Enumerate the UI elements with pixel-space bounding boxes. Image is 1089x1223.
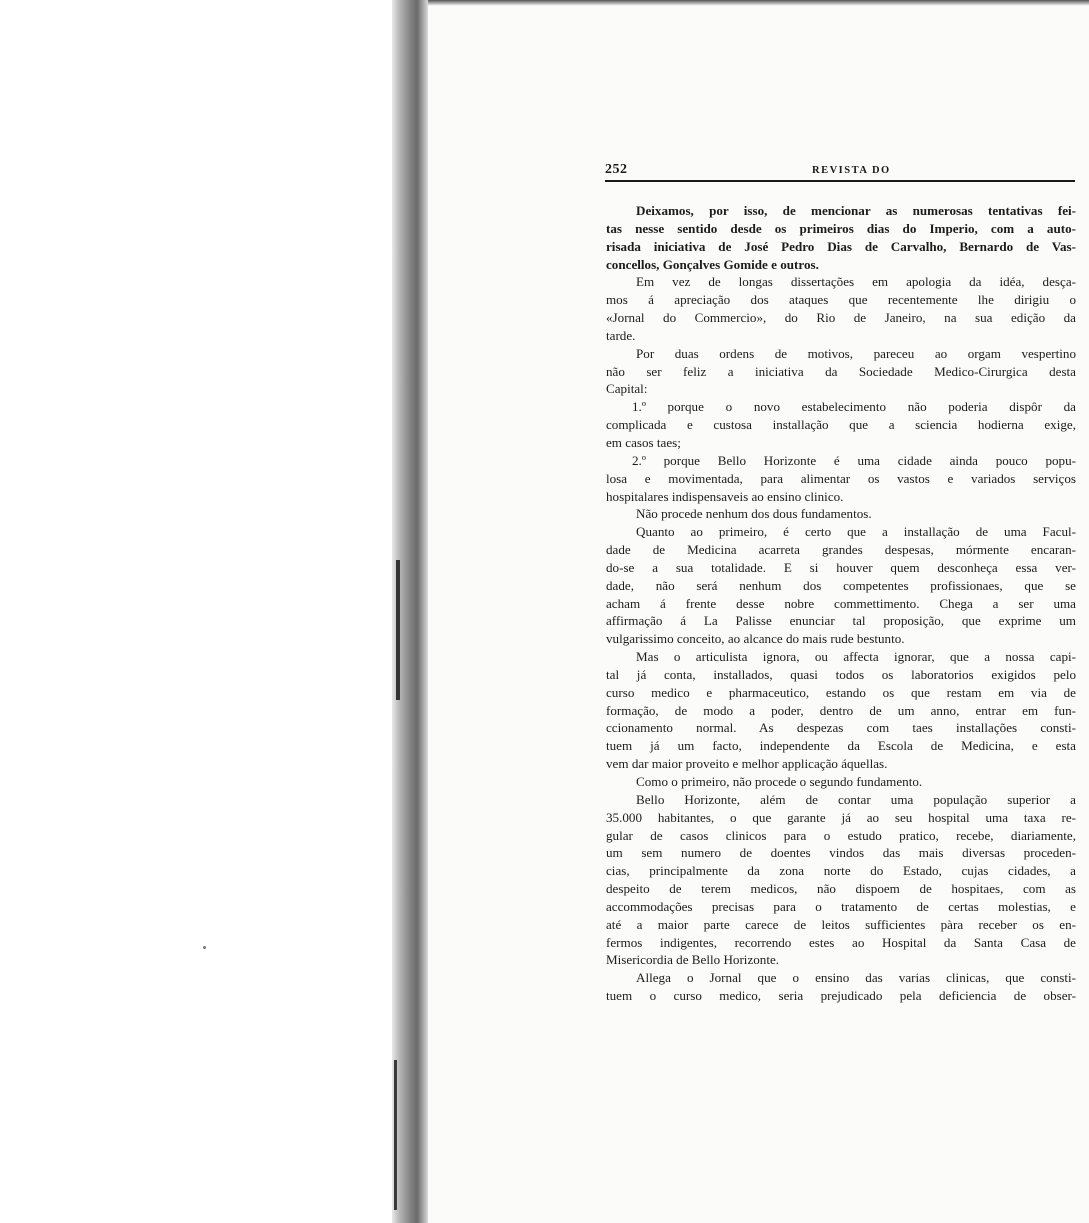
text-line: despeito de terem medicos, não dispoem de hospitaes, com as	[606, 881, 1076, 897]
text-line: tarde.	[606, 327, 636, 343]
text-line: acham á frente desse nobre commettimento. Chega a ser uma	[606, 595, 1076, 611]
page-number: 252	[605, 162, 628, 177]
text-line: Deixamos, por isso, de mencionar as numerosas tentativas fei-	[636, 203, 1076, 218]
text-line: hospitalares indispensaveis ao ensino clinico.	[606, 488, 844, 504]
text-line: dade, não será nenhum dos competentes profissionaes, que se	[606, 577, 1076, 593]
text-line: Em vez de longas dissertações em apologia da idéa, desça-	[636, 274, 1076, 290]
text-line: 35.000 habitantes, o que garante já ao seu hospital uma taxa re-	[606, 809, 1076, 825]
left-blank-page	[0, 0, 392, 1223]
text-line: concellos, Gonçalves Gomide e outros.	[606, 256, 819, 272]
text-line: gular de casos clinicos para o estudo pratico, recebe, diariamente,	[606, 827, 1076, 843]
text-line: vulgarissimo conceito, ao alcance do mais rude bestunto.	[606, 631, 905, 647]
paper-speck	[203, 946, 206, 949]
text-line: Misericordia de Bello Horizonte.	[606, 952, 780, 968]
text-line: affirmação á La Palisse enunciar tal proposição, que exprime um	[606, 613, 1076, 629]
text-line: losa e movimentada, para alimentar os vastos e variados serviços	[606, 470, 1076, 486]
text-line: complicada e custosa installação que a sciencia hodierna exige,	[606, 417, 1076, 433]
text-line: tuem já um facto, independente da Escola de Medicina, e esta	[606, 738, 1076, 754]
body-text	[606, 202, 1076, 1005]
text-line: tas nesse sentido desde os primeiros dias do Imperio, com a auto-	[606, 220, 1076, 236]
text-line: Allega o Jornal que o ensino das varias clinicas, que consti-	[636, 970, 1076, 986]
text-line: accommodações precisas para o tratamento de certas molestias, e	[606, 898, 1076, 914]
text-line: do-se a sua totalidade. E si houver quem desconheça essa ver-	[606, 559, 1076, 575]
header-rule	[605, 180, 1075, 182]
text-line: formação, de modo a poder, dentro de um anno, entrar em fun-	[606, 702, 1076, 718]
text-line: tal já conta, installados, quasi todos os laboratorios exigidos pelo	[606, 666, 1076, 682]
text-line: Capital:	[606, 381, 648, 397]
text-line: curso medico e pharmaceutico, estando os que restam em via de	[606, 684, 1076, 700]
spine-shadow-mark-lower	[394, 1060, 397, 1210]
text-line: Por duas ordens de motivos, pareceu ao orgam vespertino	[636, 345, 1076, 361]
text-line: não ser feliz a iniciativa da Sociedade Medico-Cirurgica desta	[606, 363, 1076, 379]
text-line: em casos taes;	[606, 434, 681, 450]
text-line: dade de Medicina acarreta grandes despesas, mórmente encaran-	[606, 542, 1076, 558]
text-line: um sem numero de doentes vindos das mais diversas proceden-	[606, 845, 1076, 861]
text-line: vem dar maior proveito e melhor applicação áquellas.	[606, 756, 888, 772]
text-line: até a maior parte carece de leitos sufficientes pàra receber os en-	[606, 916, 1076, 932]
spine-shadow-mark	[396, 560, 400, 700]
text-line: tuem o curso medico, seria prejudicado pela deficiencia de obser-	[606, 988, 1076, 1004]
page-header	[605, 158, 1075, 184]
text-line: Não procede nenhum dos dous fundamentos.	[636, 506, 872, 522]
text-line: 1.º porque o novo estabelecimento não poderia dispôr da	[632, 399, 1076, 415]
text-line: 2.º porque Bello Horizonte é uma cidade ainda pouco popu-	[632, 452, 1076, 468]
text-line: «Jornal do Commercio», do Rio de Janeiro, na sua edição da	[606, 310, 1076, 326]
text-line: Quanto ao primeiro, é certo que a installação de uma Facul-	[636, 524, 1076, 540]
text-line: Como o primeiro, não procede o segundo fundamento.	[636, 774, 923, 789]
text-line: Mas o articulista ignora, ou affecta ignorar, que a nossa capi-	[636, 649, 1076, 665]
text-line: fermos indigentes, recorrendo estes ao Hospital da Santa Casa de	[606, 934, 1076, 950]
text-line: ccionamento normal. As despezas com taes installações consti-	[606, 720, 1076, 736]
running-title: REVISTA DO	[812, 165, 891, 176]
text-line: risada iniciativa de José Pedro Dias de Carvalho, Bernardo de Vas-	[606, 238, 1076, 254]
text-line: cias, principalmente da zona norte do Estado, cujas cidades, a	[606, 863, 1076, 879]
text-line: Bello Horizonte, além de contar uma população superior a	[636, 791, 1076, 807]
text-line: mos á apreciação dos ataques que recentemente lhe dirigiu o	[606, 292, 1076, 308]
